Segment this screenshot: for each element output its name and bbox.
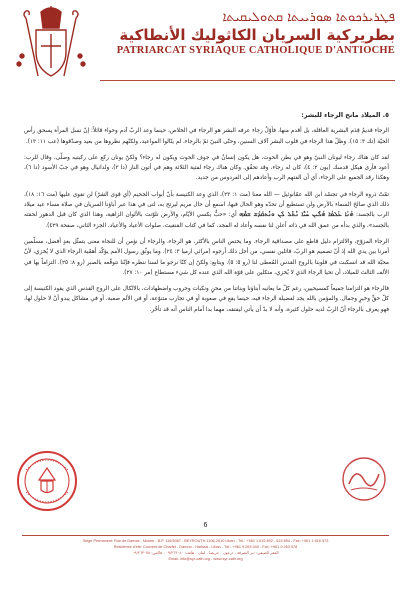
paragraph: فالرجاء هو التزامنا جميعاً كمسيحيين، رغم كلّ ما يعانيه أبناؤنا وبناتنا من محنٍ ونكبات وحروب واضطهادات، بالاتّكال على الروح القدس الذي يقود الكنيسة إلى كلّ حقٍّ وخيرٍ وجمال. والمؤمن بالله يجد لفضيلة الرجاء فيه، حينما يقع في صعوبة أو في تجارب متنوّعة، أو في الألم صعبة، أو في مشاكل يبدو أنّ لا حلول لها، فهو يعرف بالرجاء أنّ الربّ لديه حلول كثيرة، وأنه لا بدّ أن يأتي ليفتقه، مهما بدا أمام الناس أنه قد تأخّر. [24, 286, 389, 313]
paragraph [24, 190, 389, 231]
letter-body [24, 110, 389, 321]
signature-stamp-icon [341, 456, 387, 502]
header-divider [100, 80, 395, 81]
footer-arabic-address: المقر الصيفي: دير الشرفة - درعون - حريصا - لبنان - هاتف: ٠٩/٢٦٣٠٤٠ - فاكس: ٠٩/٢٦٣٠٧٨ [132, 550, 279, 555]
section-title: ٥. الميلاد مانح الرجاء للبشر: [301, 111, 389, 119]
paragraph-text: أي: «حبٌّ يكسي الأيّام، والأرض تلوّنت بالألوان الزاهية، وهذا الذي كان قبل الدهور لحقته بالجسد»، والذي بدأه من عمق الله في ذاته أعلن لنا نفسه وأعاد له المجد، كما في كتاب القنقيث، صلوات الأعياد والأعياد، الجزء الثاني، صفحة ٤٢٩). [24, 212, 389, 229]
footer-contact: Email: info@syr-cath.org - www.syr-cath.org [168, 557, 243, 561]
patriarchate-coat-of-arms-icon [8, 6, 94, 82]
syriac-hymn: ܗܳܢܳܐ ܥܰܠܡܳܐ ܗܳܠܶܝܢ ܚܰܝ̈ܶܐ ܢܶܬܶܠ ܠܰܢ ܘܢܶܬܩܰܕܰܫ ܫܡܶܗ [239, 211, 354, 219]
syriac-title: ܦܛܪܝܪܟܘܬܐ ܣܘܪܝܝܬܐ ܩܬܘܠܝܩܝܬܐ [222, 10, 395, 25]
letterhead-titles [95, 10, 395, 58]
letterhead [0, 0, 411, 92]
letterhead-footer [22, 538, 389, 562]
paragraph-text: تمّتْ ذروة الرجاء في تجسّد ابن الله عمّانوئيل — الله معنا (مت ١: ٢٣)، الذي وعد الكنيسة بأنّ أبواب الجحيم (أي قوى الشرّ) لن تقوى عليها (مت ١٦: ١٨)، ذلك الذي صالحَ السماء بالأرض ولن تستطيع أن تحدّه وهو الحال فيها، اسمع أن حال مريم ليرتح به، لتى في هذا عبر أباؤنا السريان في صلاة مساء عيد ميلاد الرب بالجسد: [24, 191, 390, 219]
french-title: PATRIARCAT SYRIAQUE CATHOLIQUE D'ANTIOCHE [116, 45, 395, 56]
footer-divider [22, 535, 389, 536]
paragraph: الرجاء المزوّح، والالتزام دليل قاطع على مصداقية الرجاء. وما يختص الناس بالأكثر، هو الرجاء، والرجاء أن نؤمن أن للنجاة معنى يتمثّل بغدٍ أفضل، مسلّمين أمرنا بين يدي الله إذ أنّ تصميم هو الربّ، قائلين نفسي، من أجل ذلك أرجوه (مراثي ارميا ٣: ٢٤). وما يوثّق رسول الأمم يؤكّد أهمّية الرجاء الذي لا يُخزي، لأنّ محبّة الله قد انسكبت في قلوبنا بالروح القدس المُعطى لنا (رو ٥: ٥). ويتابع: ولكنّ إن كنّا نرجو ما لسنا ننظره فإنّنا نتوقّعه بالصبر (رو ٨: ٢٥). التزاماً بها في الألف الثالث للميلاد، أن تحيا الرجاء الذي لا يُخزي، متكلين على قوّة الله الذي عنده كل شيء مستطاع (مر ١٠: ٢٧). [24, 238, 389, 276]
red-round-seal-stamp-icon [16, 450, 78, 512]
paragraph: لقد كان هناك رجاء ليونان النبيّ وهو في بطن الحوت، هل يكون إنسانٌ في جوف الحوت ويكون له رجاء؟ ولكنّ يونان ركع على ركبتيه وصلّى، وقال للرب: أعود فأرى هيكل قدسك (يون ٢: ٤)، كان له رجاء، وقد تحقّق. وكان هناك رجاء لفتية الثلاثة وهم في أتون النار (دا ٣)، ولدانيال وهو في جبّ الأسود (دا ٦)، وهكذا رقد الجميع على الرجاء، أي أن الفتهم الرب وأعادهم إلى الفردوس من جديد. [24, 154, 389, 182]
page-number: 6 [203, 522, 208, 529]
arabic-title: بطريركية السريان الكاثوليك الأنطاكية [119, 26, 395, 44]
footer-address: Siège Permanent: Rue de Damas - Musée - B.P. 116/5087 - BEYROUTH 1106-2010 Liban - Tél.: +961 1 615 892 - 615 894 - Fax: +961 1 616 573 [82, 539, 329, 543]
paragraph: الرجاء قديمٌ قِدَم البشرية العاقلة، بل أقدم منها، فأوّلُ رجاء عرفه البشر هو الرجاء في الخلاص، حينما وعد الربّ آدم وحواء قائلاً: إنّ نسل المرأة يسحق رأس الحيّة (تك ٣: ١٥). وظلّ هذا الرجاء في قلوب البشر آلاف السنين، وحتّى النبيّ ثمّ بالرجاء، لم يتّالوا المواعيد، ولكنّهم نظروها من بعيد وصدّقوها (عب ١١: ١٣). [24, 128, 389, 145]
footer-summer-residence: Résidence d'été: Couvent de Charfet - Daroun - Harissa - Liban - Tél.: +961 9 263 040 - Fax: +961 9 263 078 [113, 545, 298, 549]
